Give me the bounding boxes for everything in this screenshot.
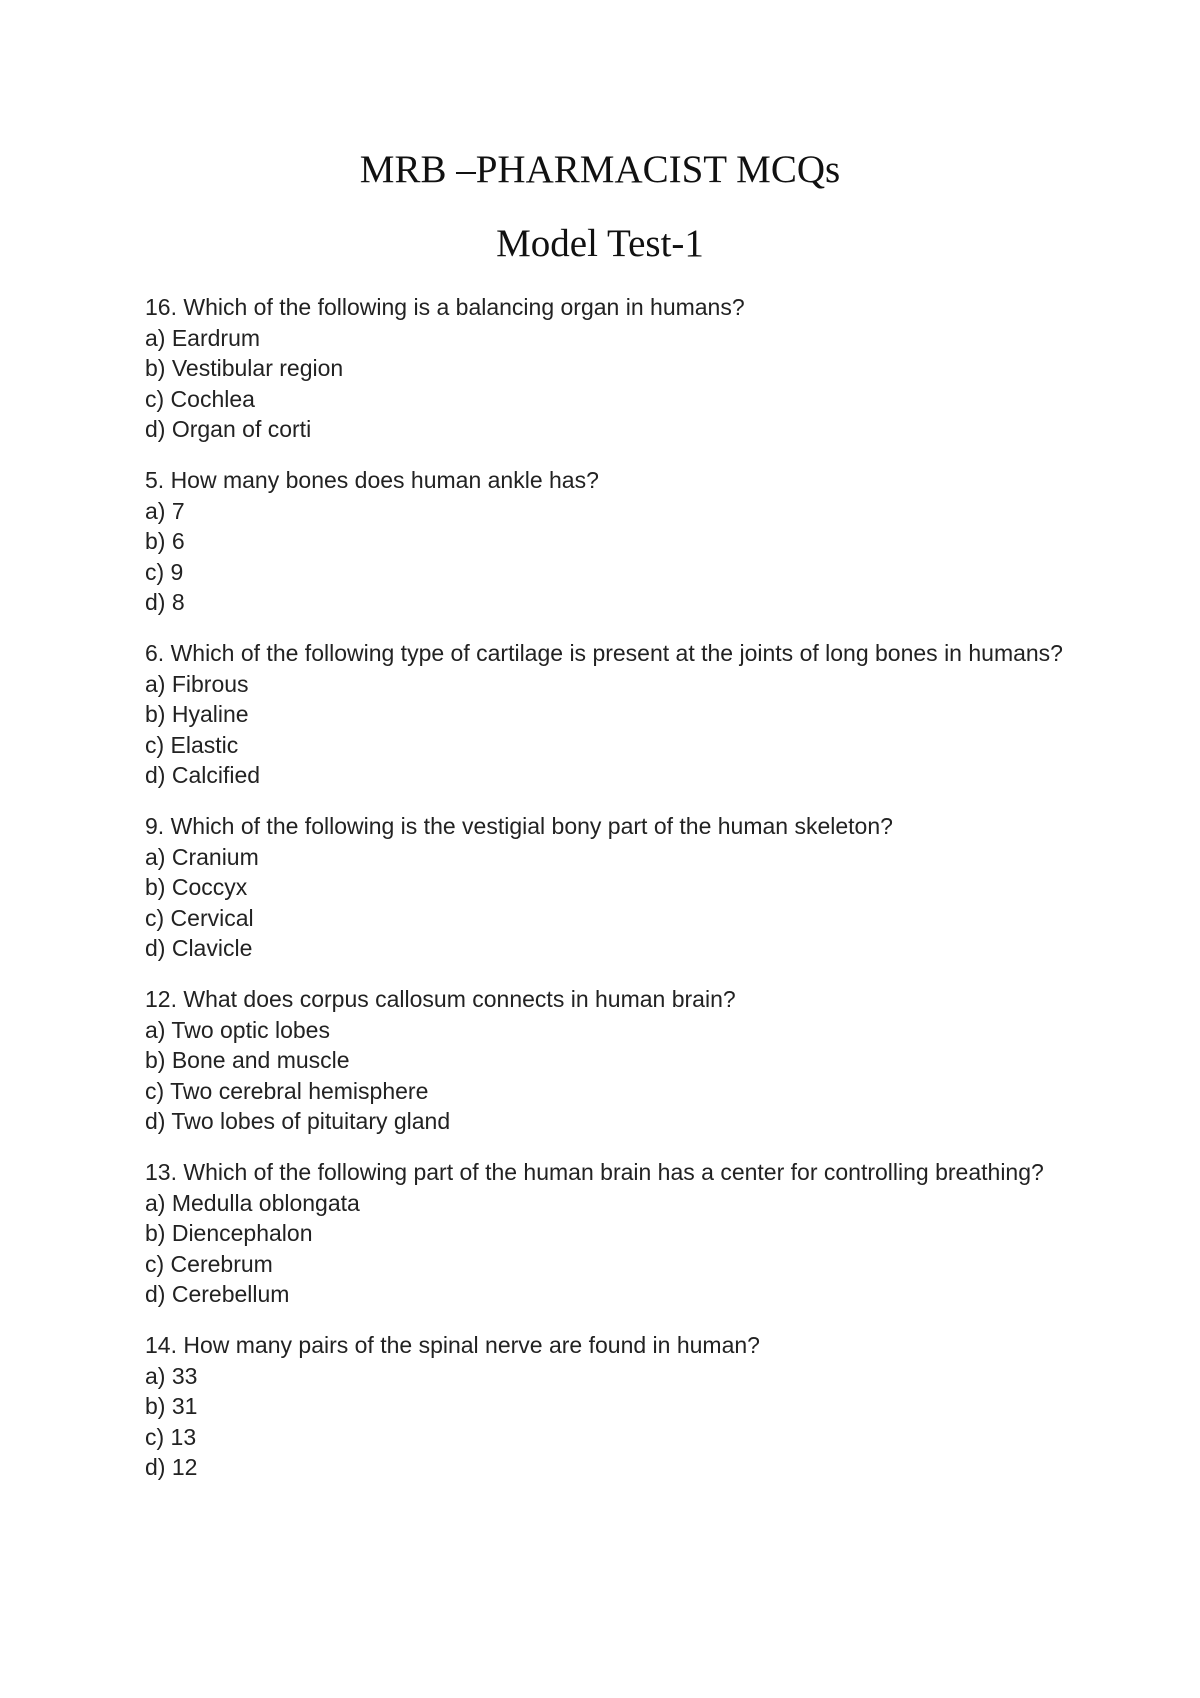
option-c: c) 9	[145, 558, 184, 585]
question-5	[145, 465, 1085, 618]
question-12	[145, 984, 1085, 1137]
option-a: a) 33	[145, 1362, 198, 1389]
question-13	[145, 1157, 1085, 1310]
option-c: c) Cerebrum	[145, 1250, 273, 1277]
option-c: c) Cochlea	[145, 385, 255, 412]
question-text: 6. Which of the following type of cartilage is present at the joints of long bones in humans?	[145, 640, 1063, 666]
option-b: b) Diencephalon	[145, 1220, 313, 1246]
option-a: a) 7	[145, 497, 185, 524]
option-a: a) Fibrous	[145, 670, 249, 697]
option-d: d) Cerebellum	[145, 1281, 290, 1307]
option-b: b) Hyaline	[145, 701, 249, 727]
option-c: c) Two cerebral hemisphere	[145, 1077, 429, 1104]
option-c: c) 13	[145, 1423, 197, 1450]
option-a: a) Medulla oblongata	[145, 1189, 360, 1216]
option-d: d) Organ of corti	[145, 416, 312, 442]
question-text: 12. What does corpus callosum connects in human brain?	[145, 986, 736, 1012]
option-a: a) Eardrum	[145, 324, 261, 351]
option-c: c) Cervical	[145, 904, 254, 931]
question-text: 5. How many bones does human ankle has?	[145, 467, 599, 493]
option-b: b) 6	[145, 528, 185, 554]
option-b: b) Vestibular region	[145, 355, 344, 381]
option-d: d) 12	[145, 1454, 198, 1480]
question-9	[145, 811, 1085, 964]
option-a: a) Cranium	[145, 843, 259, 870]
question-text: 16. Which of the following is a balancing organ in humans?	[145, 294, 745, 320]
question-text: 14. How many pairs of the spinal nerve are found in human?	[145, 1332, 760, 1358]
option-d: d) Calcified	[145, 762, 261, 788]
page-title: MRB –PHARMACIST MCQs	[359, 148, 841, 191]
question-text: 9. Which of the following is the vestigial bony part of the human skeleton?	[145, 813, 893, 839]
option-d: d) Two lobes of pituitary gland	[145, 1108, 451, 1134]
page-subtitle: Model Test-1	[496, 222, 704, 265]
option-d: d) 8	[145, 589, 185, 615]
option-d: d) Clavicle	[145, 935, 253, 961]
option-b: b) Coccyx	[145, 874, 248, 900]
option-b: b) Bone and muscle	[145, 1047, 350, 1073]
option-b: b) 31	[145, 1393, 198, 1419]
question-6	[145, 638, 1085, 791]
question-16	[145, 292, 1085, 445]
question-14	[145, 1330, 1085, 1483]
question-list	[145, 292, 1085, 1503]
option-a: a) Two optic lobes	[145, 1016, 330, 1043]
question-text: 13. Which of the following part of the human brain has a center for controlling breathing?	[145, 1159, 1044, 1185]
option-c: c) Elastic	[145, 731, 239, 758]
